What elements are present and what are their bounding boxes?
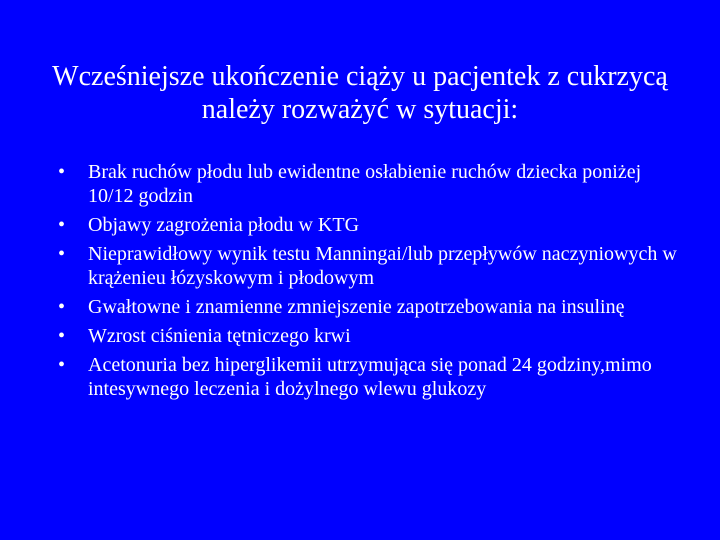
bullet-text: Wzrost ciśnienia tętniczego krwi: [88, 325, 351, 347]
bullet-text: Gwałtowne i znamienne zmniejszenie zapotrzebowania na insulinę: [88, 296, 625, 318]
bullet-list: [58, 160, 678, 406]
bullet-item: [58, 213, 678, 237]
bullet-icon: •: [58, 296, 66, 318]
bullet-icon: •: [58, 325, 66, 347]
bullet-icon: •: [58, 214, 66, 236]
bullet-icon: •: [58, 243, 66, 265]
bullet-item: [58, 242, 678, 290]
bullet-item: [58, 160, 678, 208]
slide-title: Wcześniejsze ukończenie ciąży u pacjentek z cukrzycą należy rozważyć w sytuacji:: [52, 61, 668, 125]
bullet-text: Acetonuria bez hiperglikemii utrzymująca się ponad 24 godziny,mimo intesywnego leczenia i dożylnego wlewu glukozy: [88, 354, 652, 400]
bullet-item: [58, 295, 678, 319]
bullet-text: Objawy zagrożenia płodu w KTG: [88, 214, 360, 236]
bullet-icon: •: [58, 354, 66, 376]
bullet-text: Nieprawidłowy wynik testu Manningai/lub przepływów naczyniowych w krążenieu łózyskowym i płodowym: [88, 243, 677, 289]
bullet-icon: •: [58, 161, 66, 183]
bullet-item: [58, 353, 678, 401]
bullet-text: Brak ruchów płodu lub ewidentne osłabienie ruchów dziecka poniżej 10/12 godzin: [88, 161, 642, 207]
bullet-item: [58, 324, 678, 348]
